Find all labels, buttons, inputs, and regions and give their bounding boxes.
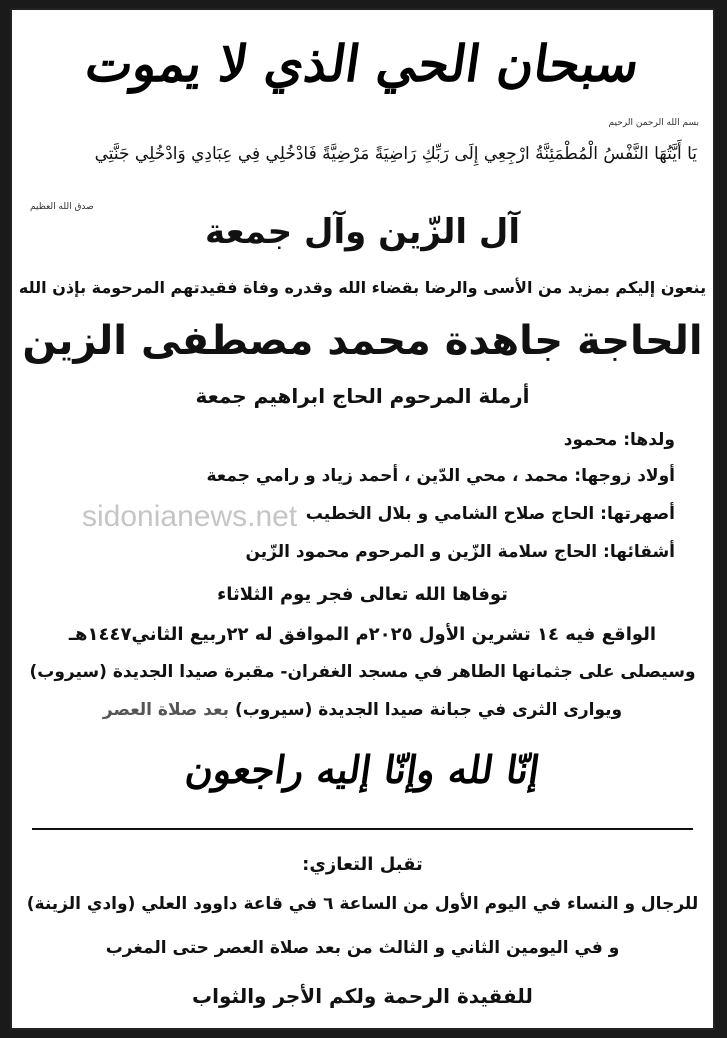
funeral-prayer-line: وسيصلى على جثمانها الطاهر في مسجد الغفران- مقبرة صيدا الجديدة (سيروب) — [29, 662, 696, 682]
death-line-1: توفاها الله تعالى فجر يوم الثلاثاء — [217, 584, 508, 605]
relative-label: أشقائها: — [603, 542, 675, 562]
header-calligraphy: سبحان الحي الذي لا يموت — [82, 34, 644, 93]
relative-label: أصهرتها: — [600, 504, 675, 524]
relative-value: الحاج سلامة الزّين و المرحوم محمود الزّين — [245, 542, 598, 562]
relative-row — [564, 430, 675, 450]
widow-of-text: أرملة المرحوم الحاج ابراهيم جمعة — [195, 384, 530, 408]
closing-line: للفقيدة الرحمة ولكم الأجر والثواب — [192, 984, 533, 1008]
basmala: بسم الله الرحمن الرحيم — [608, 118, 699, 128]
relative-label: ولدها: — [623, 430, 675, 450]
death-line-2: الواقع فيه ١٤ تشرين الأول ٢٠٢٥م الموافق له ٢٢ربيع الثاني١٤٤٧هـ — [68, 624, 657, 645]
condolences-line-1: للرجال و النساء في اليوم الأول من الساعة ٦ في قاعة داوود العلي (وادي الزينة) — [26, 894, 699, 914]
deceased-name: الحاجة جاهدة محمد مصطفى الزين — [22, 318, 703, 364]
relative-row — [206, 466, 675, 486]
obituary-sheet — [10, 8, 715, 1030]
watermark: sidonianews.net — [82, 500, 298, 533]
sadaqa-text: صدق الله العظيم — [30, 202, 94, 212]
burial-time: بعد صلاة العصر — [102, 700, 230, 720]
relative-value: محمد ، محي الدّين ، أحمد زياد و رامي جمعة — [206, 466, 569, 486]
burial-place: ويوارى الثرى في جبانة صيدا الجديدة (سيروب) — [234, 700, 623, 720]
relative-value: الحاج صلاح الشامي و بلال الخطيب — [305, 504, 595, 524]
section-divider — [32, 828, 693, 830]
quran-verse: يَا أَيَّتُهَا النَّفْسُ الْمُطْمَئِنَّةُ ارْجِعِي إِلَى رَبِّكِ رَاضِيَةً مَرْضِيَّةً فَادْخُلِي فِي عِبَادِي وَادْخُلِي جَنَّتِي — [94, 144, 697, 164]
announcement-text: ينعون إليكم بمزيد من الأسى والرضا بقضاء الله وقدره وفاة فقيدتهم المرحومة بإذن الله — [18, 278, 707, 297]
burial-line — [12, 700, 713, 720]
footer-calligraphy: إنّا لله وإنّا إليه راجعون — [182, 747, 543, 792]
relative-label: أولاد زوجها: — [574, 466, 675, 486]
condolences-title: تقبل التعازي: — [302, 854, 423, 875]
relative-row — [245, 542, 675, 562]
relative-value: محمود — [563, 430, 618, 450]
condolences-line-2: و في اليومين الثاني و الثالث من بعد صلاة العصر حتى المغرب — [105, 938, 620, 958]
families-title: آل الزّين وآل جمعة — [205, 212, 520, 252]
relative-row — [306, 504, 675, 524]
